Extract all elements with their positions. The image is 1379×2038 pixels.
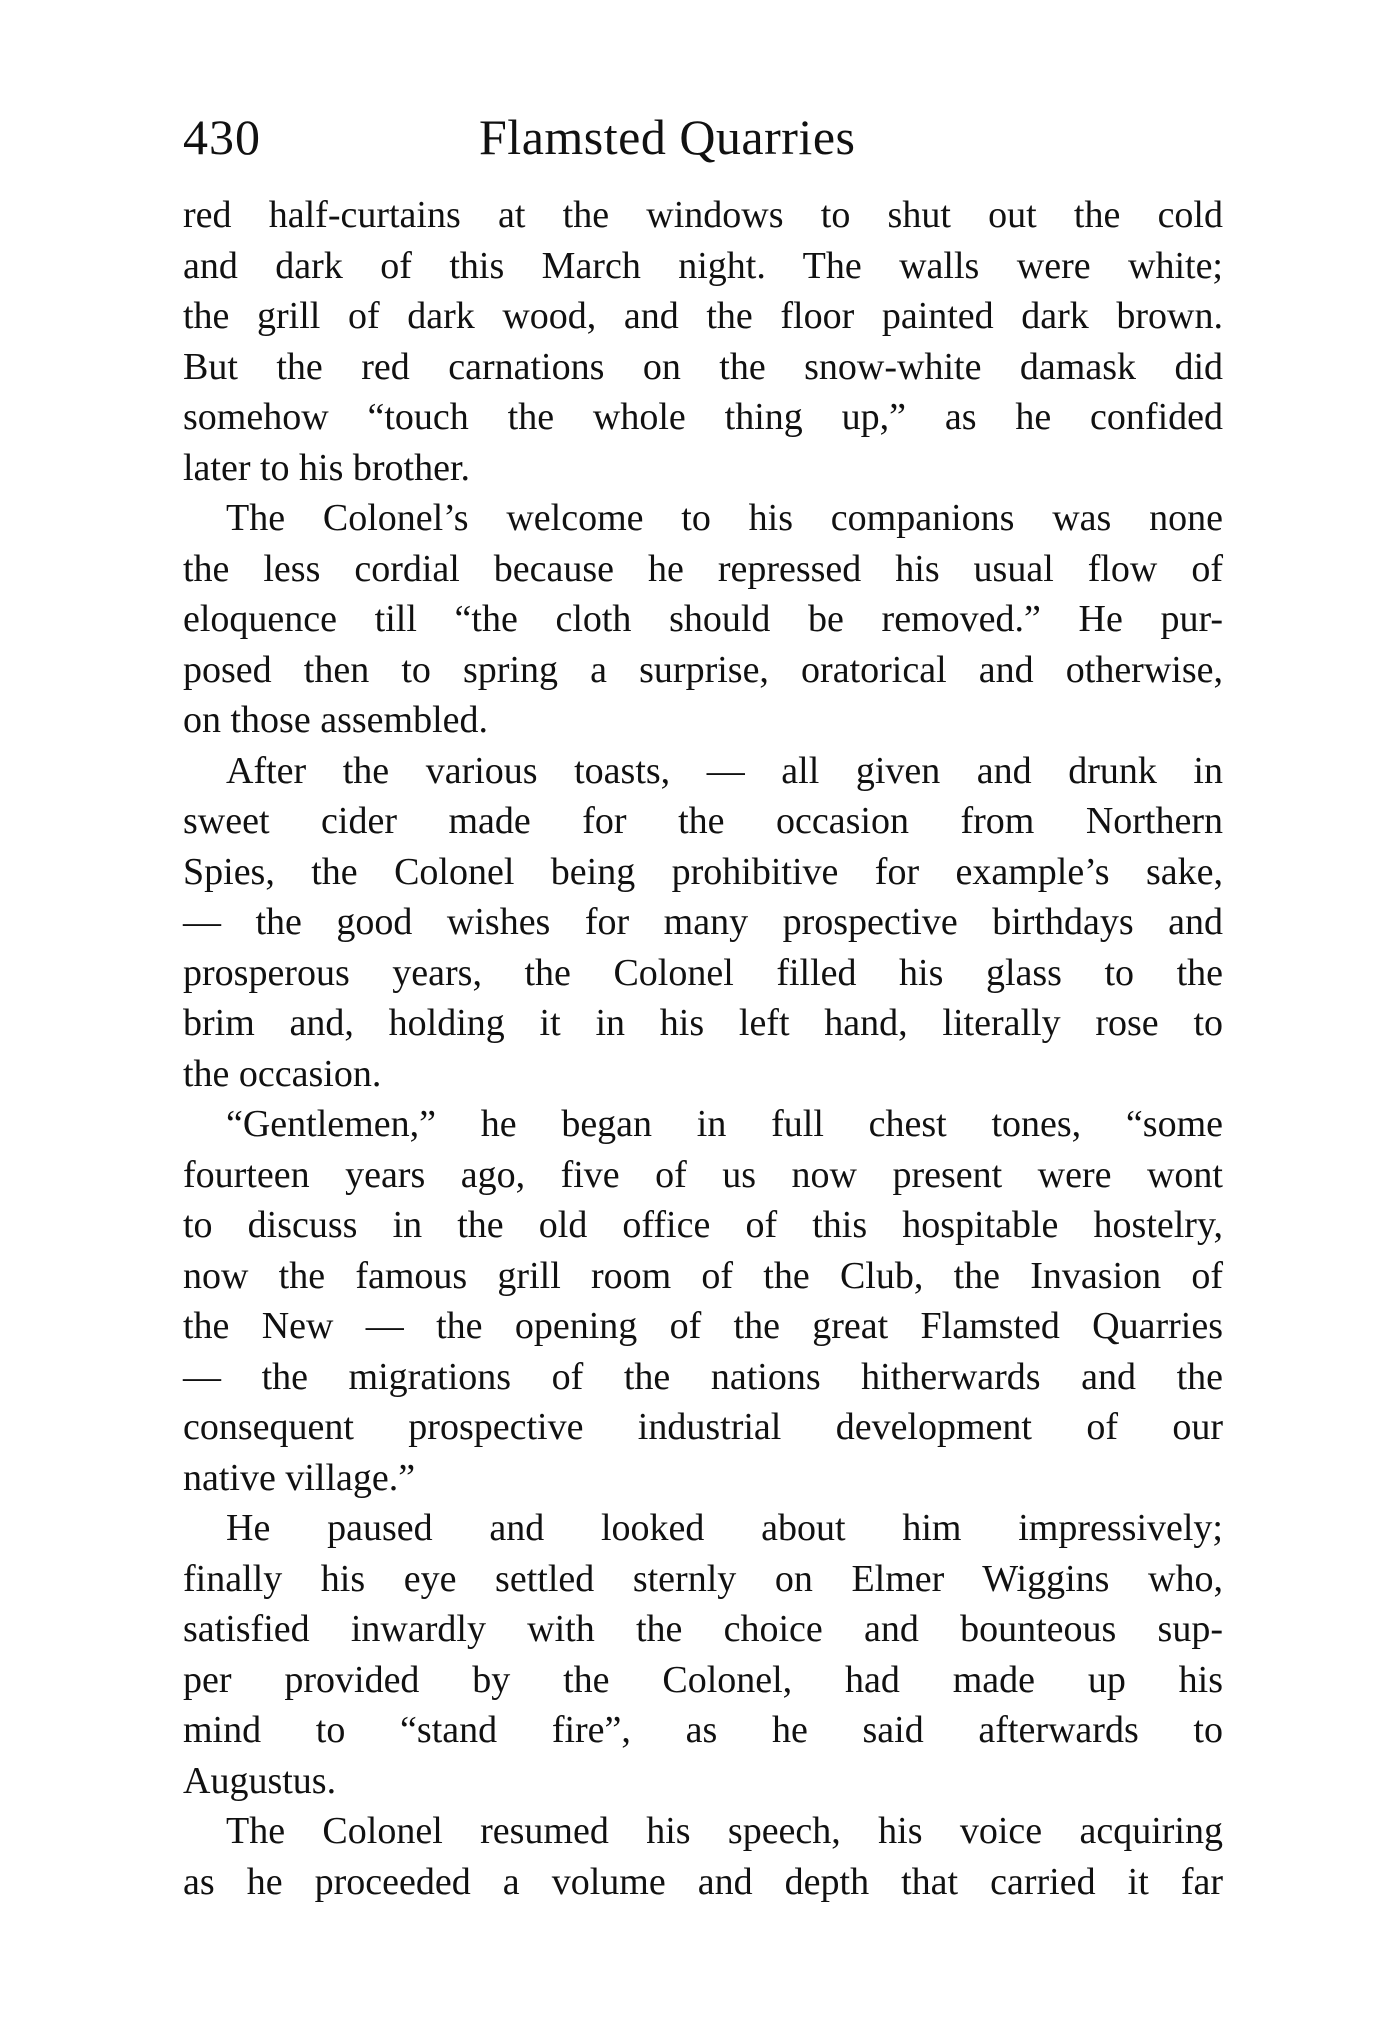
text-line: on those assembled. (183, 699, 489, 741)
text-line: sweet cider made for the occasion from Northern (183, 800, 1223, 842)
text-line: finally his eye settled sternly on Elmer Wiggins who, (183, 1557, 1223, 1600)
text-line: somehow “touch the whole thing up,” as he confided (183, 396, 1223, 438)
text-line: Spies, the Colonel being prohibitive for example’s sake, (183, 850, 1223, 893)
text-line: the New — the opening of the great Flamsted Quarries (183, 1305, 1223, 1347)
text-line: the occasion. (183, 1052, 382, 1095)
text-line: The Colonel resumed his speech, his voice acquiring (226, 1810, 1223, 1852)
text-line: — the good wishes for many prospective birthdays and (183, 901, 1223, 943)
text-line: But the red carnations on the snow-white damask did (183, 345, 1223, 388)
running-title: Flamsted Quarries (479, 109, 856, 165)
text-line: eloquence till “the cloth should be removed.” He pur- (183, 598, 1223, 640)
text-line: posed then to spring a surprise, oratorical and otherwise, (183, 648, 1223, 691)
text-line: He paused and looked about him impressively; (226, 1507, 1223, 1549)
text-line: Augustus. (183, 1759, 337, 1802)
text-line: red half-curtains at the windows to shut out the cold (183, 194, 1223, 236)
text-line: and dark of this March night. The walls were white; (183, 244, 1223, 287)
text-line: to discuss in the old office of this hospitable hostelry, (183, 1204, 1223, 1246)
text-line: mind to “stand fire”, as he said afterwards to (183, 1709, 1223, 1751)
text-line: fourteen years ago, five of us now present were wont (183, 1153, 1223, 1196)
text-line: now the famous grill room of the Club, the Invasion of (183, 1254, 1223, 1297)
running-head (183, 102, 1223, 172)
text-line: — the migrations of the nations hitherwards and the (183, 1355, 1223, 1398)
text-line: The Colonel’s welcome to his companions was none (226, 497, 1223, 539)
text-line: “Gentlemen,” he began in full chest tones, “some (226, 1103, 1223, 1145)
text-line: satisfied inwardly with the choice and bounteous sup- (183, 1608, 1223, 1650)
text-line: brim and, holding it in his left hand, literally rose to (183, 1002, 1223, 1044)
text-line: per provided by the Colonel, had made up his (183, 1658, 1223, 1701)
text-line: the less cordial because he repressed his usual flow of (183, 547, 1223, 590)
page-number: 430 (183, 109, 261, 165)
body-text (183, 190, 1223, 1907)
text-line: prosperous years, the Colonel filled his glass to the (183, 951, 1223, 994)
text-line: native village.” (183, 1456, 416, 1499)
text-line: later to his brother. (183, 446, 471, 489)
text-line: the grill of dark wood, and the floor painted dark brown. (183, 295, 1223, 337)
text-line: consequent prospective industrial development of our (183, 1406, 1223, 1448)
text-line: After the various toasts, — all given and drunk in (226, 749, 1223, 792)
text-line: as he proceeded a volume and depth that carried it far (183, 1860, 1223, 1903)
